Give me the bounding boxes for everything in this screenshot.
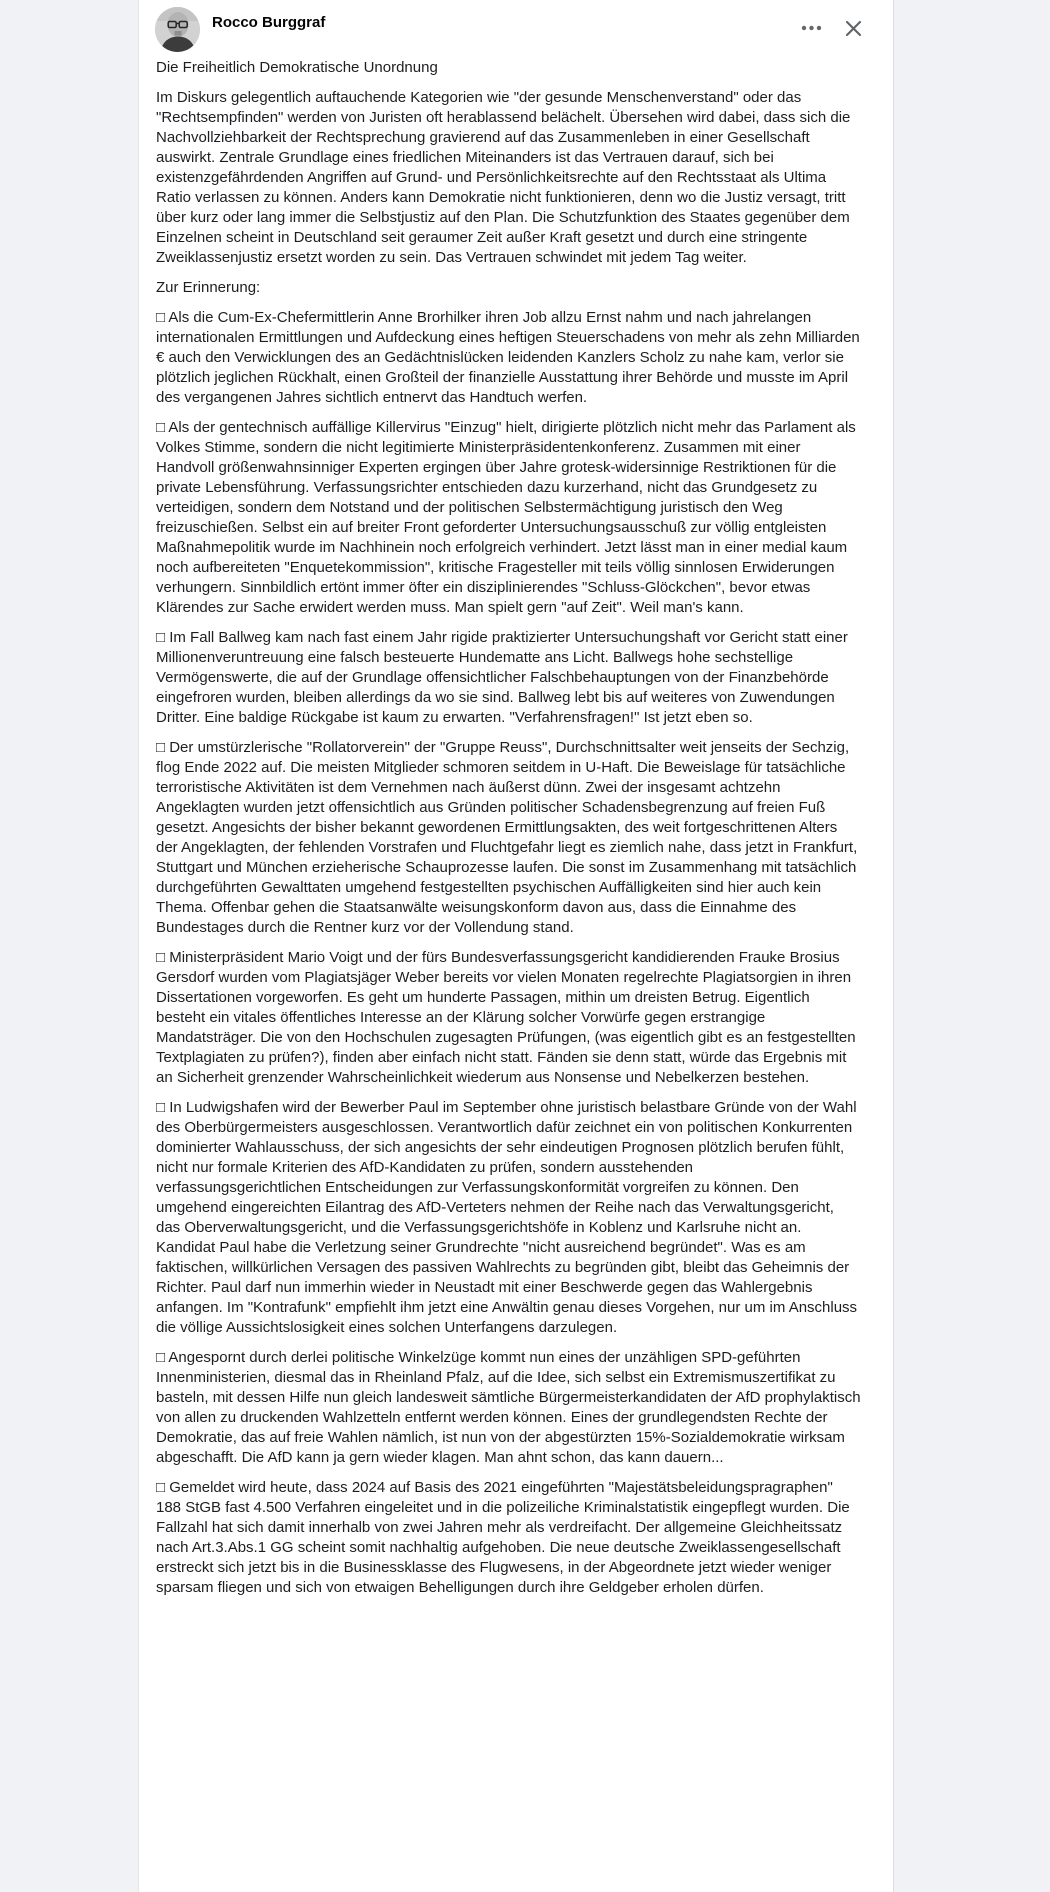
post-paragraph: □ Angespornt durch derlei politische Winkelzüge kommt nun eines der unzähligen SPD-geführten Innenministerien, diesmal das in Rheinland Pfalz, auf die Idee, sich selbst ein Extremismuszertifikat zu basteln, mit dessen Hilfe nun gleich landesweit sämtliche Bürgermeisterkandidaten der AfD prophylaktisch von allen zu druckenden Wahlzetteln entfernt werden können. Eines der grundlegendsten Rechte der Demokratie, das auf freie Wahlen nämlich, ist nun von der abgestürzten 15%-Sozialdemokratie wirksam abgeschafft. Die AfD kann ja gern wieder klagen. Man ahnt schon, das kann dauern... (156, 1349, 861, 1466)
close-button[interactable] (844, 19, 863, 38)
post-paragraph: □ Als die Cum-Ex-Chefermittlerin Anne Brorhilker ihren Job allzu Ernst nahm und nach jahrelangen internationalen Ermittlungen und Aufdeckung eines heftigen Steuerschadens von mehr als zehn Milliarden € auch den Verwicklungen des an Gedächtnislücken leidenden Kanzlers Scholz zu nahe kam, verlor sie plötzlich jeglichen Rückhalt, einen Großteil der finanzielle Ausstattung ihrer Behörde und musste im April des vergangenen Jahres sichtlich entnervt das Handtuch werfen. (156, 309, 860, 406)
post-paragraph: □ Als der gentechnisch auffällige Killervirus "Einzug" hielt, dirigierte plötzlich nicht mehr das Parlament als Volkes Stimme, sondern die nicht legitimierte Ministerpräsidentenkonferenz. Zusammen mit einer Handvoll größenwahnsinniger Experten ergingen über Jahre grotesk-widersinnige Restriktionen für die private Lebensführung. Verfassungsrichter entschieden dazu kurzerhand, nicht das Grundgesetz zu verteidigen, sondern dem Notstand und der politischen Selbstermächtigung juristisch den Weg freizuschießen. Selbst ein auf breiter Front geforderter Untersuchungsausschuß zur völlig entgleisten Maßnahmepolitik wurde im Nachhinein noch erfolgreich verhindert. Jetzt lässt man in einer medial kaum noch aufbereiteten "Enquetekommission", kritische Fragesteller mit teils völlig sinnlosen Erwiderungen verhungern. Sinnbildlich ertönt immer öfter ein disziplinierendes "Schluss-Glöckchen", bevor etwas Klärendes zur Sache erwidert werden muss. Man spielt gern "auf Zeit". Weil man's kann. (156, 419, 856, 616)
more-options-button[interactable] (801, 25, 822, 31)
author-name[interactable]: Rocco Burggraf (212, 14, 326, 31)
post-paragraph: Zur Erinnerung: (156, 279, 261, 296)
post-header (139, 0, 893, 52)
post-paragraph: □ In Ludwigshafen wird der Bewerber Paul im September ohne juristisch belastbare Gründe von der Wahl des Oberbürgermeisters ausgeschlossen. Verantwortlich dafür zeichnet ein von politischen Konkurrenten dominierter Wahlausschuss, der sich angesichts der sehr eindeutigen Prognosen plötzlich berufen fühlt, nicht nur formale Kriterien des AfD-Kandidaten zu prüfen, sondern ausstehenden verfassungsgerichtlichen Entscheidungen zur Verfassungskonformität vorgreifen zu können. Den umgehend eingereichten Eilantrag des AfD-Verteters nehmen der Reihe nach das Verwaltungsgericht, das Oberverwaltungsgericht, und die Verfassungsgerichtshöfe in Koblenz und Karlsruhe nicht an. Kandidat Paul habe die Verletzung seiner Grundrechte "nicht ausreichend begründet". Was es am faktischen, willkürlichen Versagen des passiven Wahlrechts zu begründen gibt, bleibt das Geheimnis der Richter. Paul darf nun immerhin wieder in Neustadt mit einer Beschwerde gegen das Wahlergebnis anfangen. Im "Kontrafunk" empfiehlt ihm jetzt eine Anwältin genau dieses Vorgehen, nur um im Anschluss die völlige Aussichtslosigkeit eines solchen Unterfangens darzulegen. (156, 1099, 858, 1336)
post-paragraph: □ Im Fall Ballweg kam nach fast einem Jahr rigide praktizierter Untersuchungshaft vor Gericht statt einer Millionenveruntreuung eine falsch besteuerte Hundematte ans Licht. Ballwegs hohe sechstellige Vermögenswerte, die auf der Grundlage offensichtlicher Falschbehauptungen von der Finanzbehörde eingefroren wurden, bleiben allerdings da wo sie sind. Ballweg lebt bis auf weiteres von Zuwendungen Dritter. Eine baldige Rückgabe ist kaum zu erwarten. "Verfahrensfragen!" Ist jetzt eben so. (156, 629, 848, 726)
post-paragraph: □ Der umstürzlerische "Rollatorverein" der "Gruppe Reuss", Durchschnittsalter weit jenseits der Sechzig, flog Ende 2022 auf. Die meisten Mitglieder schmoren seitdem in U-Haft. Die Beweislage für tatsächliche terroristische Aktivitäten ist dem Vernehmen nach äußerst dünn. Zwei der insgesamt achtzehn Angeklagten wurden jetzt offensichtlich aus Gründen politischer Schadensbegrenzung auf freien Fuß gesetzt. Angesichts der bisher bekannt gewordenen Ermittlungsakten, des weit fortgeschrittenen Alters der Angeklagten, der fehlenden Vorstrafen und Fluchtgefahr liegt es ziemlich nahe, dass jetzt in Frankfurt, Stuttgart und München erzieherische Schauprozesse laufen. Die sonst im Zusammenhang mit tatsächlich durchgeführten Gewalttaten umgehend festgestellten psychischen Auffälligkeiten sind hier auch kein Thema. Offenbar gehen die Staatsanwälte weisungskonform davon aus, dass die Einnahme des Bundestages durch die Rentner kurz vor der Vollendung stand. (156, 739, 858, 936)
post-paragraph: □ Ministerpräsident Mario Voigt und der fürs Bundesverfassungsgericht kandidierenden Frauke Brosius Gersdorf wurden vom Plagiatsjäger Weber bereits vor vielen Monaten regelrechte Plagiatsorgien in ihren Dissertationen vorgeworfen. Es geht um hunderte Passagen, mithin um dreisten Betrug. Eigentlich besteht ein vitales öffentliches Interesse an der Klärung solcher Vorwürfe gegen erstrangige Mandatsträger. Die von den Hochschulen zugesagten Prüfungen, (was eigentlich gibt es an festgestellten Textplagiaten zu prüfen?), finden aber einfach nicht statt. Fänden sie denn statt, würde das Ergebnis mit an Sicherheit grenzender Wahrscheinlichkeit wiederum aus Nonsense und Nebelkerzen bestehen. (156, 949, 856, 1086)
post-body (139, 58, 893, 1598)
close-icon (844, 19, 863, 38)
avatar[interactable] (155, 7, 200, 52)
post-paragraph: □ Gemeldet wird heute, dass 2024 auf Basis des 2021 eingeführten "Majestätsbeleidungspragraphen" 188 StGB fast 4.500 Verfahren eingeleitet und in die polizeiliche Kriminalstatistik eingepflegt wurden. Die Fallzahl hat sich damit innerhalb von zwei Jahren mehr als verdreifacht. Der allgemeine Gleichheitssatz nach Art.3.Abs.1 GG scheint somit nachhaltig aufgehoben. Die neue deutsche Zweiklassengesellschaft erstreckt sich jetzt bis in die Businessklasse des Flugwesens, in der Abgeordnete jetzt wieder weniger sparsam fliegen und sich von etwaigen Behelligungen durch ihre Geldgeber erholen dürfen. (156, 1479, 850, 1596)
header-actions (801, 18, 863, 38)
avatar-photo (155, 7, 200, 52)
post-title: Die Freiheitlich Demokratische Unordnung (156, 59, 438, 76)
post-paragraphs (156, 88, 861, 1598)
post-card (138, 0, 894, 1892)
ellipsis-icon (801, 25, 822, 31)
post-paragraph: Im Diskurs gelegentlich auftauchende Kategorien wie "der gesunde Menschenverstand" oder das "Rechtsempfinden" werden von Juristen oft herablassend belächelt. Übersehen wird dabei, dass sich die Nachvollziehbarkeit der Rechtsprechung gravierend auf das Zusammenleben in einer Gesellschaft auswirkt. Zentrale Grundlage eines friedlichen Miteinanders ist das Vertrauen darauf, sich bei existenzgefährdenden Angriffen auf Grund- und Persönlichkeitsrechte auf den Rechtsstaat als Ultima Ratio verlassen zu können. Anders kann Demokratie nicht funktionieren, denn wo die Justiz versagt, tritt über kurz oder lang immer die Selbstjustiz auf den Plan. Die Schutzfunktion des Staates gegenüber dem Einzelnen scheint in Deutschland seit geraumer Zeit außer Kraft gesetzt und durch eine stringente Zweiklassenjustiz ersetzt worden zu sein. Das Vertrauen schwindet mit jedem Tag weiter. (156, 89, 851, 266)
